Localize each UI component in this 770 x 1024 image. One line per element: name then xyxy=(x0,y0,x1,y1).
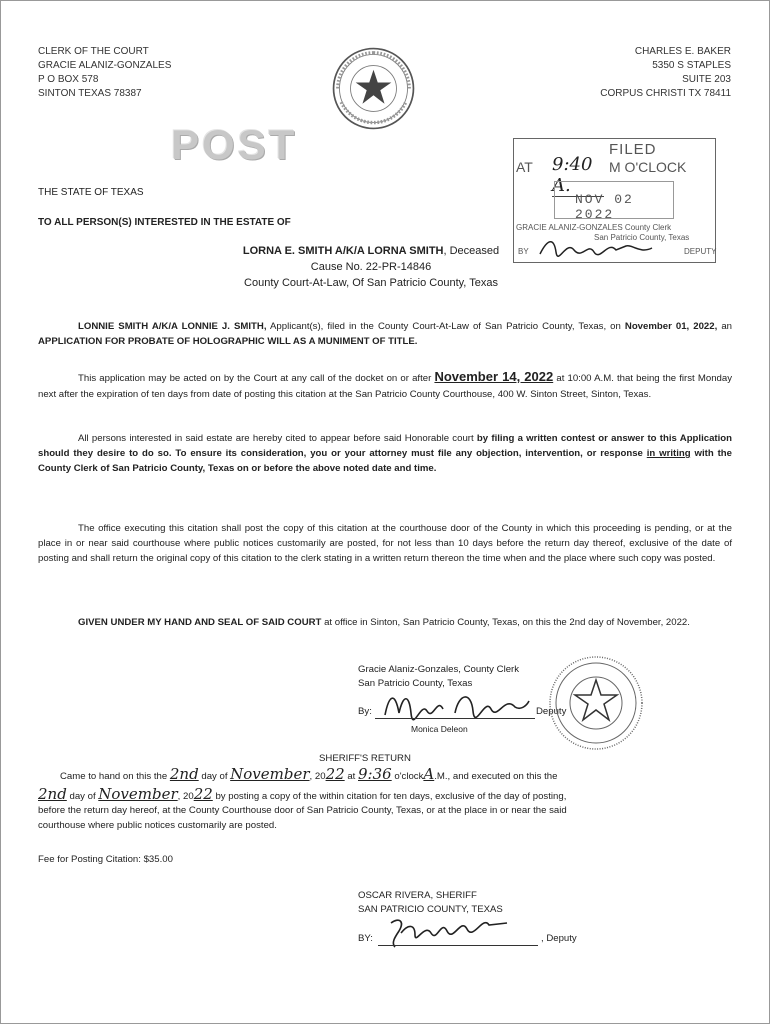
filed-at-label: AT xyxy=(516,159,533,175)
return-text: day of xyxy=(66,791,99,802)
address-line: P O BOX 578 xyxy=(38,74,99,85)
paragraph-text: This application may be acted on by the Court at any call of the docket on or after xyxy=(78,373,435,384)
posting-instructions-paragraph xyxy=(38,521,732,566)
return-text: .M., and executed on this the xyxy=(434,771,558,782)
case-caption xyxy=(191,243,551,291)
paragraph-bold-text: GIVEN UNDER MY HAND AND SEAL OF SAID COURT xyxy=(78,617,322,628)
return-line-4: courthouse where public notices customarily are posted. xyxy=(38,820,277,831)
clerk-county: San Patricio County, Texas xyxy=(358,678,473,689)
return-ampm: A xyxy=(423,765,435,783)
deputy-label: , Deputy xyxy=(541,933,577,944)
paragraph-text: All persons interested in said estate are hereby cited to appear before said Honorable court xyxy=(78,433,477,444)
sheriffs-return-title: SHERIFF'S RETURN xyxy=(319,753,411,764)
filed-signature-icon xyxy=(536,234,656,262)
filed-date: NOV 02 2022 xyxy=(575,192,634,222)
address-line: SUITE 203 xyxy=(682,74,731,85)
paragraph-bold-text: by filing a written contest or answer to this Application should they desire to do so. To ensure its consideration, you or your attorney must file any objection, intervention, or response xyxy=(38,433,732,459)
paragraph-bold-text: on or before the above noted date and time. xyxy=(237,463,437,474)
executed-day: 2nd xyxy=(38,785,67,803)
address-line: CHARLES E. BAKER xyxy=(634,46,731,57)
filing-date: November 01, 2022, xyxy=(624,321,718,332)
citation-paragraph xyxy=(38,431,732,476)
filed-title: FILED xyxy=(609,141,657,158)
clerk-address xyxy=(38,45,171,101)
persons-interested: TO ALL PERSON(S) INTERESTED IN THE ESTATE OF xyxy=(38,217,291,228)
return-text: , 20 xyxy=(177,791,194,802)
applicant-name: LONNIE SMITH A/K/A LONNIE J. SMITH, xyxy=(78,321,267,332)
signature-line xyxy=(375,718,535,719)
by-label: BY: xyxy=(358,933,373,944)
deputy-label: Deputy xyxy=(536,706,567,717)
decedent-name: LORNA E. SMITH A/K/A LORNA SMITH xyxy=(242,245,444,257)
filed-by-label: BY xyxy=(518,247,529,256)
filed-oclock-label: M O'CLOCK xyxy=(609,159,687,175)
filed-deputy-label: DEPUTY xyxy=(684,247,717,256)
return-text: day of xyxy=(198,771,231,782)
return-text: , 20 xyxy=(309,771,326,782)
paragraph-bold-text: with the County Clerk of San Patricio County, Texas xyxy=(38,448,732,474)
deputy-signature-icon xyxy=(381,687,531,721)
return-year: 22 xyxy=(325,765,345,783)
by-label: By: xyxy=(358,706,372,717)
paragraph-text: The office executing this citation shall post the copy of this citation at the courthouse door of the County in which this proceeding is pending, or at the place in or near said courthouse where public notices customarily are posted, for not less than 10 days before the return day thereof, exclusive of the date of posting and shall return the original copy of this citation to the clerk stating in a written return thereon the time when and the place where such copy was posted. xyxy=(38,523,732,564)
paragraph-text: at 10:00 A.M. that being the first Monday next after the expiration of ten days from date of posting this citation at the San Patricio County Courthouse, 400 W. Sinton Street, Sinton, Texas. xyxy=(38,373,732,400)
filed-date-box xyxy=(554,181,674,222)
deputy-name: Monica Deleon xyxy=(411,724,468,734)
address-line: CLERK OF THE COURT xyxy=(38,46,149,57)
address-line: CORPUS CHRISTI TX 78411 xyxy=(600,88,731,99)
return-text: by posting a copy of the within citation for ten days, exclusive of the day of posting, xyxy=(212,791,567,802)
address-line: SINTON TEXAS 78387 xyxy=(38,88,142,99)
return-line-1 xyxy=(38,765,557,783)
application-paragraph xyxy=(38,319,732,349)
paragraph-text: at office in Sinton, San Patricio County, Texas, on this the 2nd day of November, 2022. xyxy=(321,617,690,628)
texas-state-seal-icon xyxy=(331,46,416,131)
post-stamp: POST xyxy=(171,121,298,168)
executed-year: 22 xyxy=(193,785,213,803)
sheriff-county: SAN PATRICIO COUNTY, TEXAS xyxy=(358,904,503,915)
paragraph-text: an xyxy=(717,321,732,332)
in-writing-text: in writing xyxy=(646,448,691,459)
return-time: 9:36 xyxy=(358,765,392,783)
address-line: 5350 S STAPLES xyxy=(652,60,731,71)
hearing-date: November 14, 2022 xyxy=(434,369,554,384)
given-under-hand-paragraph xyxy=(38,615,732,630)
filed-county: San Patricio County, Texas xyxy=(594,233,690,242)
return-text: Came to hand on this the xyxy=(60,771,170,782)
application-type: APPLICATION FOR PROBATE OF HOLOGRAPHIC WILL AS A MUNIMENT OF TITLE. xyxy=(38,336,418,347)
deceased-label: , Deceased xyxy=(443,245,500,257)
state-of-texas: THE STATE OF TEXAS xyxy=(38,187,144,198)
paragraph-text: Applicant(s), filed in the County Court-At-Law of San Patricio County, Texas, on xyxy=(266,321,625,332)
cause-number: Cause No. 22-PR-14846 xyxy=(310,261,432,273)
sheriff-deputy-signature-icon xyxy=(385,913,515,949)
address-line: GRACIE ALANIZ-GONZALES xyxy=(38,60,172,71)
posting-fee: Fee for Posting Citation: $35.00 xyxy=(38,854,173,865)
signature-line xyxy=(378,945,538,946)
return-text: at xyxy=(344,771,358,782)
return-line-2 xyxy=(38,785,566,803)
return-day: 2nd xyxy=(169,765,199,783)
clerk-name: Gracie Alaniz-Gonzales, County Clerk xyxy=(358,664,520,675)
sheriff-name: OSCAR RIVERA, SHERIFF xyxy=(358,890,477,901)
return-line-3: before the return day hereof, at the County Courthouse door of San Patricio County, Texas, or at the place in or near the said xyxy=(38,805,567,816)
court-name: County Court-At-Law, Of San Patricio County, Texas xyxy=(244,277,498,289)
county-court-seal-icon xyxy=(546,653,646,753)
executed-month: November xyxy=(98,785,178,803)
hearing-paragraph xyxy=(38,369,732,403)
attorney-address xyxy=(600,45,731,101)
filed-time: 9:40 A. xyxy=(552,154,604,197)
return-text: o'clock xyxy=(391,771,424,782)
filed-clerk: GRACIE ALANIZ-GONZALES County Clerk xyxy=(516,223,672,232)
return-month: November xyxy=(230,765,310,783)
